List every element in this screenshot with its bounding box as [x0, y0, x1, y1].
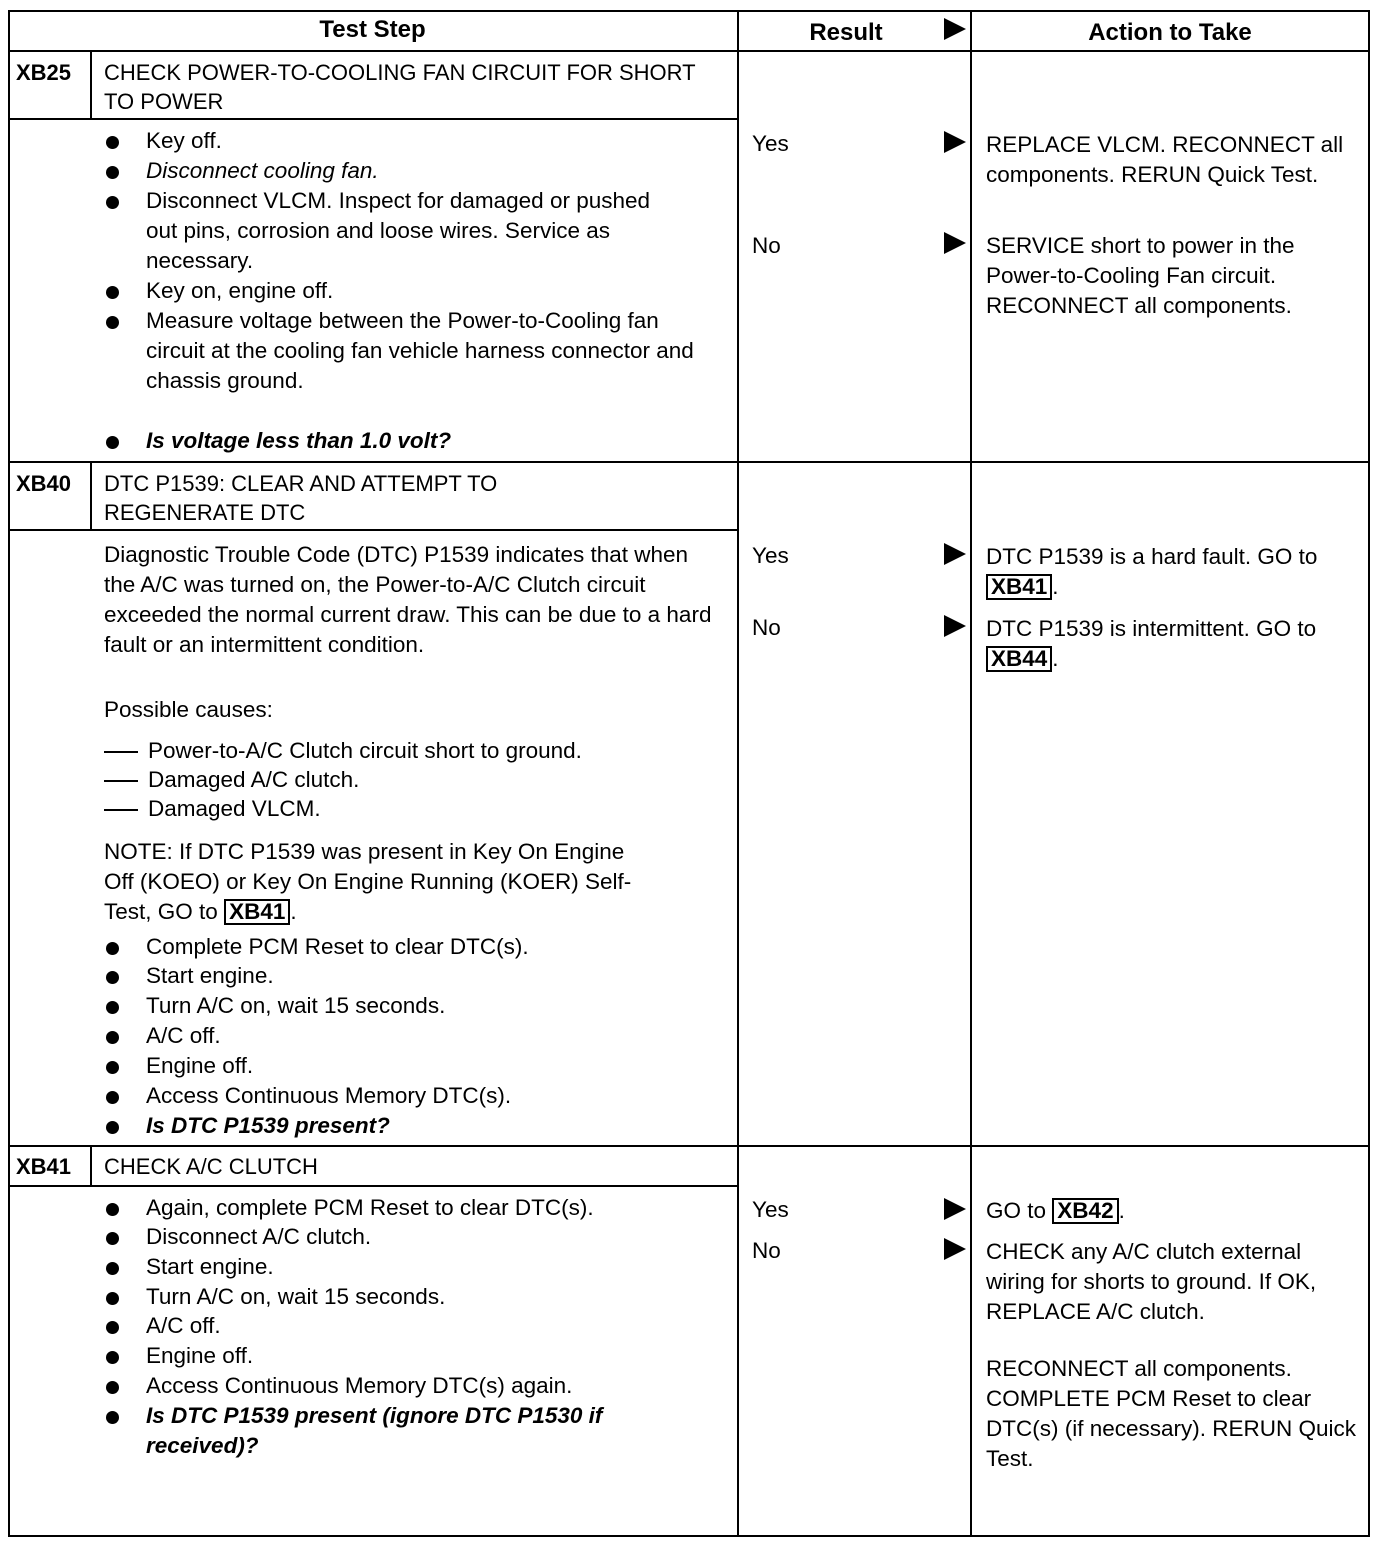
result-yes-arrow-icon — [944, 1198, 966, 1220]
possible-causes-label: Possible causes: — [104, 697, 273, 722]
step-description: Diagnostic Trouble Code (DTC) P1539 indicates that when the A/C was turned on, the Power-to-A/C Clutch circuit exceeded the normal current draw. This can be due to a hard fault or an intermittent condition. — [104, 542, 712, 657]
bullet-icon — [106, 1061, 119, 1074]
action-yes: GO to XB42 . — [986, 1198, 1125, 1223]
step-bullet: Engine off. — [104, 1341, 704, 1371]
bullet-icon — [106, 1001, 119, 1014]
step-bullet: Start engine. — [104, 1252, 704, 1282]
result-no: No — [752, 233, 781, 258]
action-no: DTC P1539 is intermittent. GO to XB44 . — [986, 616, 1317, 671]
bullet-icon — [106, 1232, 119, 1245]
step-question: Is voltage less than 1.0 volt? — [104, 426, 704, 456]
step-bullet: Start engine. — [104, 961, 704, 991]
bullet-icon — [106, 136, 119, 149]
result-no-arrow-icon — [944, 615, 966, 637]
header-action: Action to Take — [1088, 19, 1252, 46]
bullet-icon — [106, 286, 119, 299]
result-yes-arrow-icon — [944, 543, 966, 565]
result-yes-arrow-icon — [944, 131, 966, 153]
step-bullet: Disconnect A/C clutch. — [104, 1222, 704, 1252]
header-arrow-icon — [944, 18, 966, 40]
step-title: CHECK A/C CLUTCH — [104, 1154, 318, 1179]
step-title-divider-xb25 — [8, 118, 737, 120]
action-yes: DTC P1539 is a hard fault. GO to XB41 . — [986, 544, 1318, 599]
step-bullet: Turn A/C on, wait 15 seconds. — [104, 1282, 704, 1312]
row-divider-xb40 — [8, 461, 1370, 463]
table-border-right — [1368, 10, 1370, 1537]
result-yes: Yes — [752, 543, 789, 568]
result-no-arrow-icon — [944, 232, 966, 254]
step-question: Is DTC P1539 present (ignore DTC P1530 if received)? — [104, 1401, 714, 1461]
dash-icon — [104, 780, 138, 782]
step-id: XB41 — [16, 1154, 72, 1179]
step-title-divider-xb40 — [8, 529, 737, 531]
bullet-icon — [106, 1031, 119, 1044]
bullet-icon — [106, 1121, 119, 1134]
cause-item: Power-to-A/C Clutch circuit short to ground. — [104, 736, 582, 766]
bullet-icon — [106, 1351, 119, 1364]
step-bullet: Key on, engine off. — [104, 276, 704, 306]
step-bullet: Engine off. — [104, 1051, 704, 1081]
step-id-divider-xb40 — [90, 461, 92, 531]
bullet-icon — [106, 942, 119, 955]
step-bullet: Disconnect VLCM. Inspect for damaged or pushed out pins, corrosion and loose wires. Service as necessary. — [104, 186, 684, 276]
header-divider — [8, 50, 1370, 52]
result-no: No — [752, 1238, 781, 1263]
step-bullet: Access Continuous Memory DTC(s). — [104, 1081, 704, 1111]
header-test-step: Test Step — [319, 16, 426, 43]
table-border-left — [8, 10, 10, 1537]
bullet-icon — [106, 971, 119, 984]
result-no-arrow-icon — [944, 1238, 966, 1260]
bullet-icon — [106, 1203, 119, 1216]
step-id: XB40 — [16, 471, 72, 496]
result-yes: Yes — [752, 1197, 789, 1222]
step-bullet: Key off. — [104, 126, 704, 156]
bullet-icon — [106, 1321, 119, 1334]
bullet-icon — [106, 166, 119, 179]
row-divider-xb41 — [8, 1145, 1370, 1147]
step-reference-link[interactable]: XB42 — [1052, 1198, 1118, 1224]
header-result: Result — [809, 19, 883, 46]
step-reference-link[interactable]: XB41 — [986, 574, 1052, 600]
table-border-bottom — [8, 1535, 1370, 1537]
bullet-icon — [106, 196, 119, 209]
result-no: No — [752, 615, 781, 640]
cause-item: Damaged A/C clutch. — [104, 765, 359, 795]
dash-icon — [104, 751, 138, 753]
bullet-icon — [106, 316, 119, 329]
step-bullet: Turn A/C on, wait 15 seconds. — [104, 991, 704, 1021]
step-reference-link[interactable]: XB44 — [986, 646, 1052, 672]
step-note: NOTE: If DTC P1539 was present in Key On Engine Off (KOEO) or Key On Engine Running (KOER) Self-Test, GO to XB41 . — [104, 839, 632, 924]
action-column-divider — [970, 10, 972, 1537]
cause-item: Damaged VLCM. — [104, 794, 321, 824]
bullet-icon — [106, 436, 119, 449]
step-id-divider-xb25 — [90, 50, 92, 120]
step-reference-link[interactable]: XB41 — [224, 899, 290, 925]
result-yes: Yes — [752, 131, 789, 156]
step-title: DTC P1539: CLEAR AND ATTEMPT TO REGENERATE DTC — [104, 471, 498, 525]
step-bullet: Measure voltage between the Power-to-Cooling fan circuit at the cooling fan vehicle harness connector and chassis ground. — [104, 306, 708, 396]
step-id: XB25 — [16, 60, 72, 85]
dash-icon — [104, 809, 138, 811]
step-bullet: A/C off. — [104, 1311, 704, 1341]
result-column-divider — [737, 10, 739, 1537]
bullet-icon — [106, 1262, 119, 1275]
bullet-icon — [106, 1091, 119, 1104]
step-bullet: Again, complete PCM Reset to clear DTC(s). — [104, 1193, 704, 1223]
step-bullet: Access Continuous Memory DTC(s) again. — [104, 1371, 704, 1401]
action-no-followup: RECONNECT all components. COMPLETE PCM Reset to clear DTC(s) (if necessary). RERUN Quick Test. — [986, 1356, 1357, 1471]
step-id-divider-xb41 — [90, 1145, 92, 1187]
action-yes: REPLACE VLCM. RECONNECT all components. RERUN Quick Test. — [986, 132, 1344, 187]
bullet-icon — [106, 1411, 119, 1424]
table-border-top — [8, 10, 1370, 12]
step-bullet: Complete PCM Reset to clear DTC(s). — [104, 932, 704, 962]
step-title: CHECK POWER-TO-COOLING FAN CIRCUIT FOR SHORT TO POWER — [104, 60, 696, 114]
bullet-icon — [106, 1381, 119, 1394]
action-no: SERVICE short to power in the Power-to-Cooling Fan circuit. RECONNECT all components. — [986, 233, 1295, 318]
step-bullet: Disconnect cooling fan. — [104, 156, 704, 186]
step-title-divider-xb41 — [8, 1185, 737, 1187]
action-no: CHECK any A/C clutch external wiring for shorts to ground. If OK, REPLACE A/C clutch. — [986, 1239, 1317, 1324]
step-question: Is DTC P1539 present? — [104, 1111, 704, 1141]
bullet-icon — [106, 1292, 119, 1305]
step-bullet: A/C off. — [104, 1021, 704, 1051]
